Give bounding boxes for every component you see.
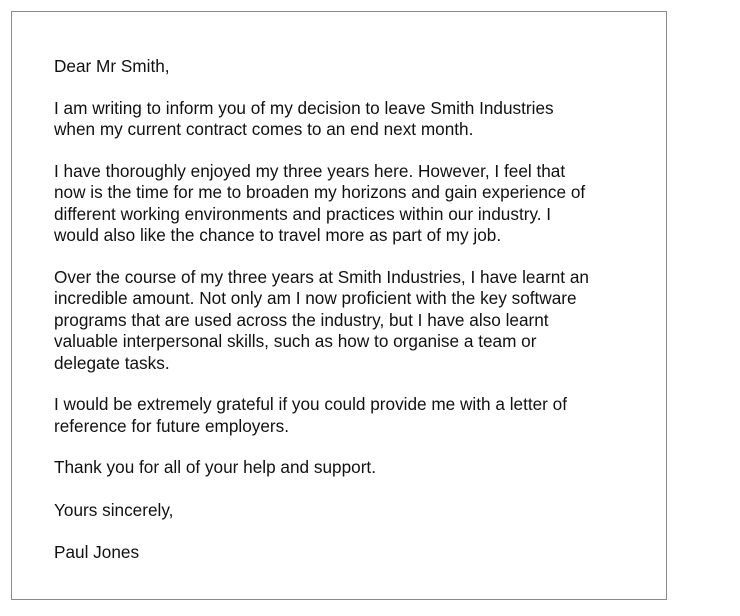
letter-paragraph-3: Over the course of my three years at Smith Industries, I have learnt an incredible amount. Not only am I now proficient with the key software programs that are used across the industry, but I have also learnt valuable interpersonal skills, such as how to organise a team or delegate tasks. <box>54 266 589 373</box>
letter-frame <box>11 11 667 600</box>
letter-signature: Paul Jones <box>54 542 140 562</box>
letter-paragraph-5: Thank you for all of your help and support. <box>54 457 376 477</box>
letter-paragraph-1: I am writing to inform you of my decision to leave Smith Industries when my current contract comes to an end next month. <box>54 97 554 139</box>
letter-closing: Yours sincerely, <box>54 499 174 520</box>
letter-salutation: Dear Mr Smith, <box>54 56 170 76</box>
letter-paragraph-4: I would be extremely grateful if you could provide me with a letter of reference for future employers. <box>54 394 568 436</box>
letter-body <box>54 56 654 584</box>
letter-paragraph-2: I have thoroughly enjoyed my three years here. However, I feel that now is the time for me to broaden my horizons and gain experience of different working environments and practices within our industry. I would also like the chance to travel more as part of my job. <box>54 160 586 245</box>
